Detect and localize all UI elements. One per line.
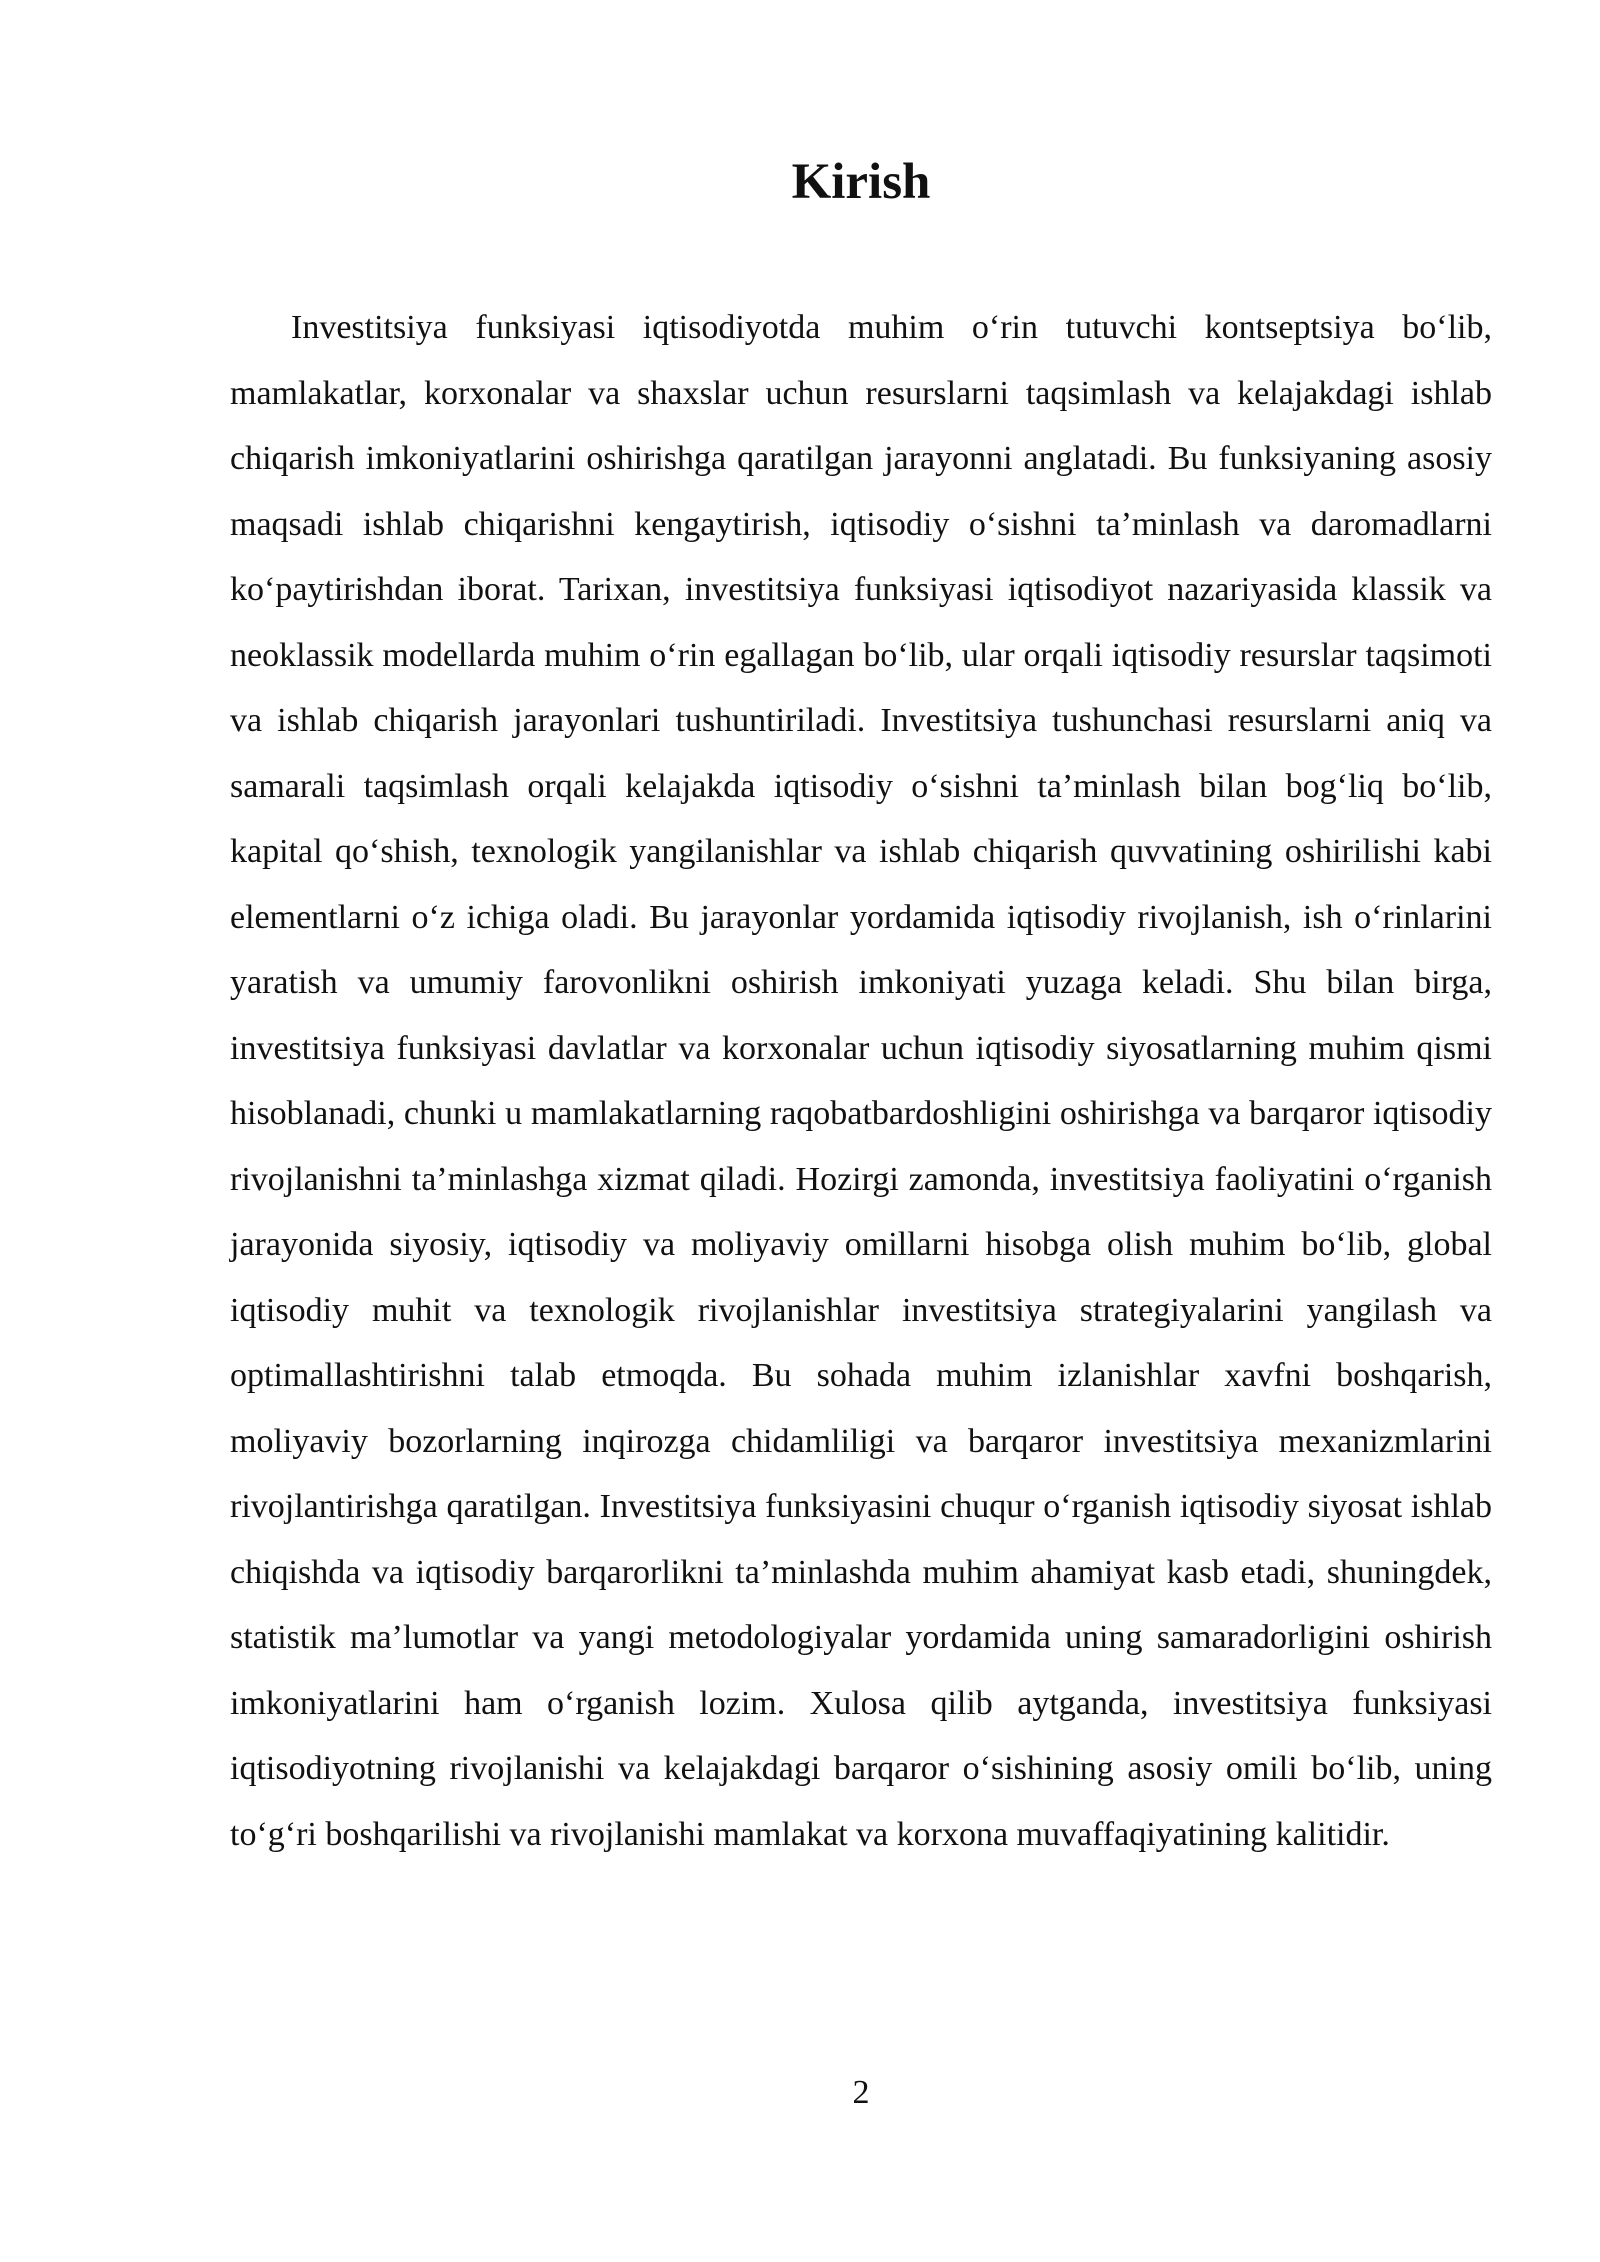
page-number: 2 bbox=[852, 2074, 870, 2111]
body-paragraph: Investitsiya funksiyasi iqtisodiyotda muhim o‘rin tutuvchi kontseptsiya bo‘lib, mamlakatlar, korxonalar va shaxslar uchun resurslarni taqsimlash va kelajakdagi ishlab chiqarish imkoniyatlarini oshirishga qaratilgan jarayonni anglatadi. Bu funksiyaning asosiy maqsadi ishlab chiqarishni kengaytirish, iqtisodiy o‘sishni ta’minlash va daromadlarni ko‘paytirishdan iborat. Tarixan, investitsiya funksiyasi iqtisodiyot nazariyasida klassik va neoklassik modellarda muhim o‘rin egallagan bo‘lib, ular orqali iqtisodiy resurslar taqsimoti va ishlab chiqarish jarayonlari tushuntiriladi. Investitsiya tushunchasi resurslarni aniq va samarali taqsimlash orqali kelajakda iqtisodiy o‘sishni ta’minlash bilan bog‘liq bo‘lib, kapital qo‘shish, texnologik yangilanishlar va ishlab chiqarish quvvatining oshirilishi kabi elementlarni o‘z ichiga oladi. Bu jarayonlar yordamida iqtisodiy rivojlanish, ish o‘rinlarini yaratish va umumiy farovonlikni oshirish imkoniyati yuzaga keladi. Shu bilan birga, investitsiya funksiyasi davlatlar va korxonalar uchun iqtisodiy siyosatlarning muhim qismi hisoblanadi, chunki u mamlakatlarning raqobatbardoshligini oshirishga va barqaror iqtisodiy rivojlanishni ta’minlashga xizmat qiladi. Hozirgi zamonda, investitsiya faoliyatini o‘rganish jarayonida siyosiy, iqtisodiy va moliyaviy omillarni hisobga olish muhim bo‘lib, global iqtisodiy muhit va texnologik rivojlanishlar investitsiya strategiyalarini yangilash va optimallashtirishni talab etmoqda. Bu sohada muhim izlanishlar xavfni boshqarish, moliyaviy bozorlarning inqirozga chidamliligi va barqaror investitsiya mexanizmlarini rivojlantirishga qaratilgan. Investitsiya funksiyasini chuqur o‘rganish iqtisodiy siyosat ishlab chiqishda va iqtisodiy barqarorlikni ta’minlashda muhim ahamiyat kasb etadi, shuningdek, statistik ma’lumotlar va yangi metodologiyalar yordamida uning samaradorligini oshirish imkoniyatlarini ham o‘rganish lozim. Xulosa qilib aytganda, investitsiya funksiyasi iqtisodiyotning rivojlanishi va kelajakdagi barqaror o‘sishining asosiy omili bo‘lib, uning to‘g‘ri boshqarilishi va rivojlanishi mamlakat va korxona muvaffaqiyatining kalitidir. bbox=[230, 309, 1492, 1853]
page-title: Kirish bbox=[791, 154, 931, 210]
